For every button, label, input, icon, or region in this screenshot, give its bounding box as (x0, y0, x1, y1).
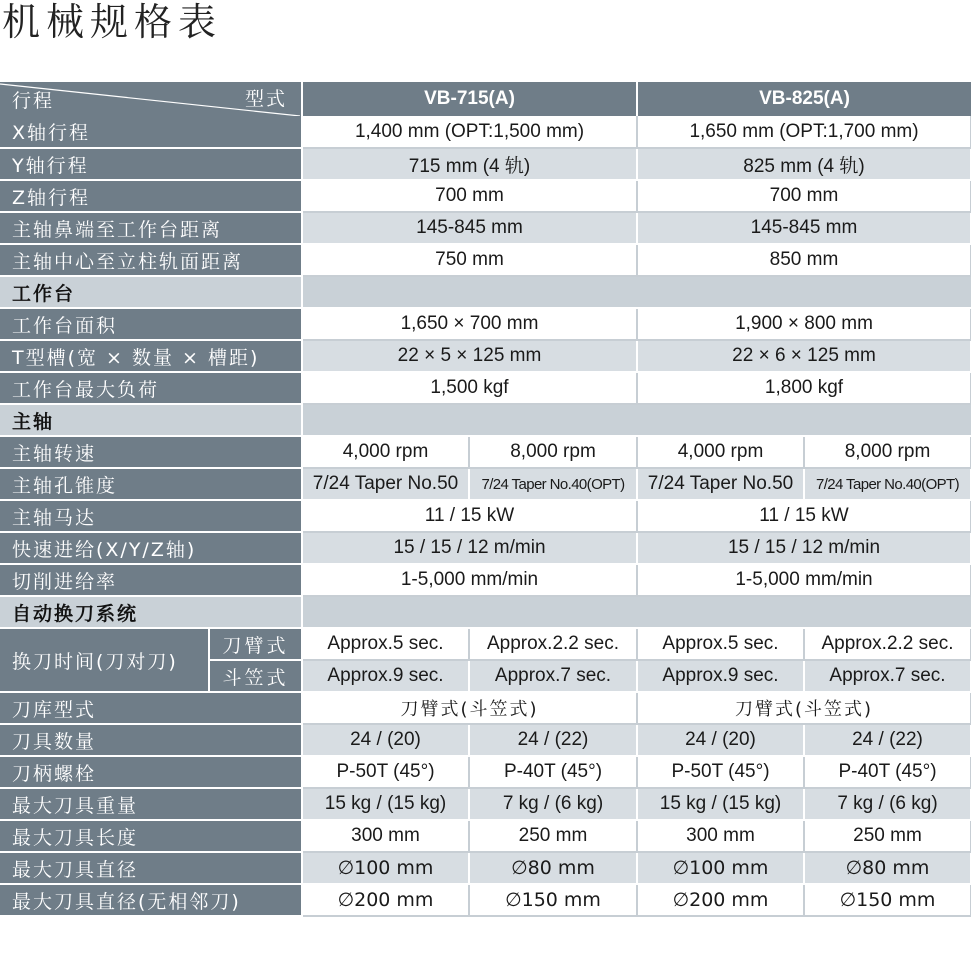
row-label: 最大刀具直径 (0, 852, 302, 884)
model-header: VB-715(A) (302, 82, 637, 116)
value-cell: 300 mm (302, 820, 469, 852)
value-cell: Approx.9 sec. (637, 660, 804, 692)
table-row (0, 116, 971, 148)
row-label: 主轴孔锥度 (0, 468, 302, 500)
section-label: 自动换刀系统 (0, 596, 302, 628)
table-row (0, 788, 971, 820)
value-cell: ∅80 mm (469, 852, 637, 884)
value-cell: ∅200 mm (302, 884, 469, 916)
value-cell: 4,000 rpm (302, 436, 469, 468)
row-label: 主轴中心至立柱轨面距离 (0, 244, 302, 276)
header-corner-cell (0, 82, 302, 116)
value-cell: Approx.5 sec. (637, 628, 804, 660)
value-cell: 700 mm (302, 180, 637, 212)
value-cell: 15 kg / (15 kg) (302, 788, 469, 820)
table-row (0, 756, 971, 788)
section-fill (302, 276, 971, 308)
row-label: T型槽(宽 × 数量 × 槽距) (0, 340, 302, 372)
table-row (0, 180, 971, 212)
value-cell: 7/24 Taper No.50 (637, 468, 804, 500)
value-cell: 715 mm (4 轨) (302, 148, 637, 180)
table-row (0, 500, 971, 532)
row-label: Z轴行程 (0, 180, 302, 212)
spec-table (0, 82, 971, 917)
section-row (0, 596, 971, 628)
value-cell: 1,800 kgf (637, 372, 971, 404)
row-label: 工作台最大负荷 (0, 372, 302, 404)
table-row (0, 852, 971, 884)
section-fill (302, 596, 971, 628)
value-cell: ∅150 mm (804, 884, 971, 916)
table-row (0, 468, 971, 500)
value-cell: 145-845 mm (302, 212, 637, 244)
value-cell: 1,650 × 700 mm (302, 308, 637, 340)
value-cell: 8,000 rpm (804, 436, 971, 468)
value-cell: 825 mm (4 轨) (637, 148, 971, 180)
value-cell: 250 mm (804, 820, 971, 852)
table-row (0, 884, 971, 916)
value-cell: 1,900 × 800 mm (637, 308, 971, 340)
value-cell: 850 mm (637, 244, 971, 276)
row-header-label: 行程 (12, 90, 55, 112)
value-cell: Approx.7 sec. (469, 660, 637, 692)
value-cell: 8,000 rpm (469, 436, 637, 468)
value-cell: 7/24 Taper No.50 (302, 468, 469, 500)
value-cell: 1,650 mm (OPT:1,700 mm) (637, 116, 971, 148)
section-row (0, 276, 971, 308)
table-row (0, 308, 971, 340)
row-label: 主轴马达 (0, 500, 302, 532)
value-cell: 4,000 rpm (637, 436, 804, 468)
value-cell: Approx.5 sec. (302, 628, 469, 660)
row-label: 最大刀具直径(无相邻刀) (0, 884, 302, 916)
table-row (0, 564, 971, 596)
table-header-row (0, 82, 971, 116)
row-label: 主轴鼻端至工作台距离 (0, 212, 302, 244)
table-row (0, 340, 971, 372)
value-cell: ∅80 mm (804, 852, 971, 884)
value-cell: ∅200 mm (637, 884, 804, 916)
table-row (0, 436, 971, 468)
value-cell: 7/24 Taper No.40(OPT) (804, 468, 971, 500)
value-cell: ∅100 mm (302, 852, 469, 884)
value-cell: ∅150 mm (469, 884, 637, 916)
section-row (0, 404, 971, 436)
row-label: 刀柄螺栓 (0, 756, 302, 788)
row-label: 最大刀具长度 (0, 820, 302, 852)
section-label: 主轴 (0, 404, 302, 436)
value-cell: 1-5,000 mm/min (302, 564, 637, 596)
table-row (0, 148, 971, 180)
row-sublabel: 斗笠式 (209, 660, 302, 692)
value-cell: 刀臂式(斗笠式) (637, 692, 971, 724)
value-cell: 750 mm (302, 244, 637, 276)
row-label: 最大刀具重量 (0, 788, 302, 820)
value-cell: 24 / (22) (469, 724, 637, 756)
value-cell: 1,400 mm (OPT:1,500 mm) (302, 116, 637, 148)
value-cell: 15 kg / (15 kg) (637, 788, 804, 820)
table-row (0, 692, 971, 724)
value-cell: 700 mm (637, 180, 971, 212)
table-row (0, 820, 971, 852)
row-label: 快速进给(X/Y/Z轴) (0, 532, 302, 564)
value-cell: 24 / (22) (804, 724, 971, 756)
value-cell: 15 / 15 / 12 m/min (302, 532, 637, 564)
section-fill (302, 404, 971, 436)
row-label: 主轴转速 (0, 436, 302, 468)
value-cell: 22 × 5 × 125 mm (302, 340, 637, 372)
row-label: 切削进给率 (0, 564, 302, 596)
value-cell: 7 kg / (6 kg) (469, 788, 637, 820)
value-cell: 24 / (20) (637, 724, 804, 756)
value-cell: 24 / (20) (302, 724, 469, 756)
table-row (0, 212, 971, 244)
value-cell: P-50T (45°) (637, 756, 804, 788)
model-header: VB-825(A) (637, 82, 971, 116)
value-cell: 250 mm (469, 820, 637, 852)
value-cell: 300 mm (637, 820, 804, 852)
table-row (0, 532, 971, 564)
row-sublabel: 刀臂式 (209, 628, 302, 660)
section-label: 工作台 (0, 276, 302, 308)
value-cell: Approx.7 sec. (804, 660, 971, 692)
value-cell: 7/24 Taper No.40(OPT) (469, 468, 637, 500)
table-row (0, 724, 971, 756)
value-cell: Approx.2.2 sec. (469, 628, 637, 660)
table-row (0, 628, 971, 660)
row-label: 刀库型式 (0, 692, 302, 724)
table-row (0, 244, 971, 276)
value-cell: 11 / 15 kW (637, 500, 971, 532)
value-cell: 145-845 mm (637, 212, 971, 244)
value-cell: Approx.2.2 sec. (804, 628, 971, 660)
row-label: 换刀时间(刀对刀) (0, 628, 209, 692)
value-cell: 11 / 15 kW (302, 500, 637, 532)
table-row (0, 372, 971, 404)
value-cell: P-40T (45°) (469, 756, 637, 788)
row-label: Y轴行程 (0, 148, 302, 180)
value-cell: ∅100 mm (637, 852, 804, 884)
value-cell: Approx.9 sec. (302, 660, 469, 692)
value-cell: 1-5,000 mm/min (637, 564, 971, 596)
row-label: 刀具数量 (0, 724, 302, 756)
row-label: 工作台面积 (0, 308, 302, 340)
column-header-label: 型式 (244, 88, 287, 110)
row-label: X轴行程 (0, 116, 302, 148)
value-cell: 1,500 kgf (302, 372, 637, 404)
value-cell: P-40T (45°) (804, 756, 971, 788)
value-cell: P-50T (45°) (302, 756, 469, 788)
value-cell: 7 kg / (6 kg) (804, 788, 971, 820)
page-title: 机械规格表 (2, 0, 223, 44)
value-cell: 22 × 6 × 125 mm (637, 340, 971, 372)
value-cell: 15 / 15 / 12 m/min (637, 532, 971, 564)
value-cell: 刀臂式(斗笠式) (302, 692, 637, 724)
